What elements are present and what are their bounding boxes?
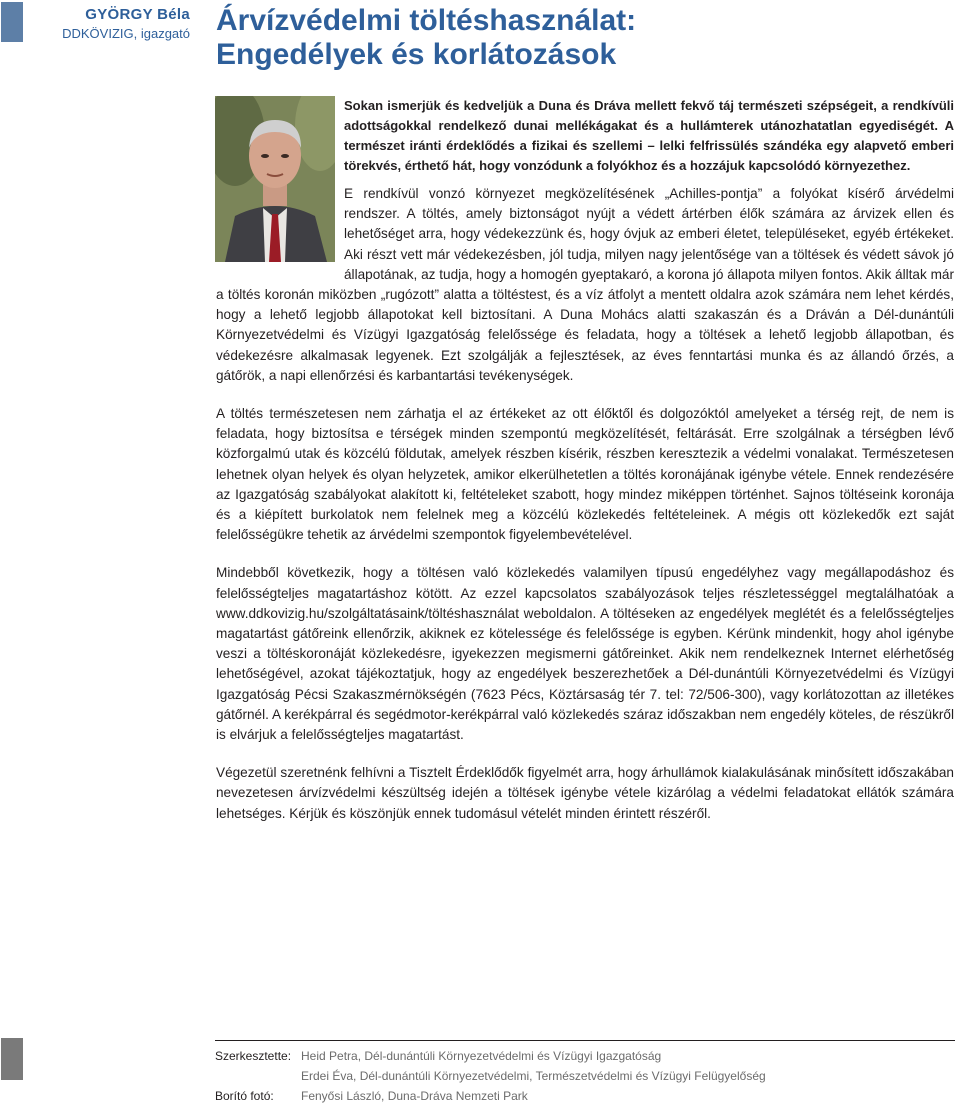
credit-row-editor	[215, 1046, 955, 1066]
article-title	[216, 4, 936, 72]
editor-name-2: Erdei Éva, Dél-dunántúli Környezetvédelmi, Természetvédelmi és Vízügyi Felügyelőség	[301, 1069, 766, 1083]
body-paragraph: A töltés természetesen nem zárhatja el az értékeket az ott élőktől és dolgozóktól amelyeket a térség rejt, de nem is feladata, hogy biztosítsa e térségek minden szempontú megközelítését, feltárását. Erre szolgálnak a térségben lévő közforgalmú utak és közcélú földutak, amelyek részben kísérik, részben keresztezik a védelmi vonalakat. Természetesen lehetnek olyan helyek és olyan helyzetek, amikor elkerülhetetlen a töltés koronájának igénybe vétele. Ennek rendezésére az Igazgatóság szabályokat alakított ki, feltételeket szabott, hogy mindez miképpen történhet. Sajnos töltéseink koronája és a kiépített burkolatok nem felelnek meg a közcélú közlekedés feltételeinek. A mégis ott közlekedők ezt saját felelősségükre tehetik az árvédelmi szempontok figyelembevételével.	[216, 406, 954, 543]
editor-label: Szerkesztette:	[215, 1049, 292, 1063]
corner-marker-top	[1, 2, 23, 42]
author-org: DDKÖVIZIG, igazgató	[62, 26, 190, 41]
author-name: GYÖRGY Béla	[85, 6, 190, 23]
article-body	[216, 96, 954, 842]
credit-row-editor-2	[215, 1066, 955, 1086]
credit-row-cover	[215, 1086, 955, 1106]
cover-photo-credit: Fenyősi László, Duna-Dráva Nemzeti Park	[301, 1089, 528, 1103]
cover-photo-label: Borító fotó:	[215, 1089, 274, 1103]
credits-block	[215, 1040, 955, 1106]
body-paragraph: Végezetül szeretnénk felhívni a Tisztelt Érdeklődők figyelmét arra, hogy árhullámok kialakulásának minősített időszakában nevezetesen árvízvédelmi készültség idején a töltések igénybe vétele kizárólag a védelmi feladatokat ellátók számára lehetséges. Kérjük és köszönjük ennek tudomásul vételét minden érintett részéről.	[216, 765, 954, 821]
photo-spacer	[216, 96, 344, 266]
author-block	[62, 6, 190, 41]
body-paragraph: E rendkívül vonzó környezet megközelítésének „Achilles-pontja” a folyókat kísérő árvédelmi rendszer. A töltés, amely biztonságot nyújt a védett ártérben élők számára az árvizek ellen és lehetőséget arra, hogy védekezzünk és, hogy óvjuk az emberi életet, településeket, egyéb értékeket. Aki részt vett már védekezésben, jól tudja, milyen nagy jelentősége van a töltések és védett sávok jó állapotának, az tudja, hogy a homogén gyeptakaró, a korona jó állapota milyen fontos. Akik álltak már a töltés koronán miközben „rugózott” alatta a töltéstest, és a víz átfolyt a mentett oldalra azok számára nem lehet kérdés, hogy a lehető legjobb állapotokat kell biztosítani. A Duna Mohács alatti szakaszán és a Dráván a Dél-dunántúli Környezetvédelmi és Vízügyi Igazgatóság felelőssége és feladata, hogy a töltések a lehető legjobb állapotban, és védekezésre alkalmasak legyenek. Ezt szolgálják a fejlesztések, az éves fenntartási munka és az állandó őrzés, a gátőrök, a napi ellenőrzési és karbantartási tevékenységek.	[216, 186, 954, 383]
credit-label-spacer	[215, 1066, 301, 1086]
lead-paragraph: Sokan ismerjük és kedveljük a Duna és Dráva mellett fekvő táj természeti szépségeit, a rendkívüli adottságokkal rendelkező dunai mellékágakat és a hullámterek utánozhatatlan egyediségét. A természet iránti érdeklődés a fizikai és szellemi – lelki felfrissülés szándéka egy alapvető emberi törekvés, érthető hát, hogy vonzódunk a folyókhoz és a hozzájuk kapcsolódó környezethez.	[344, 98, 954, 173]
corner-marker-bottom	[1, 1038, 23, 1080]
title-line-1: Árvízvédelmi töltéshasználat:	[216, 4, 637, 37]
editor-name-1: Heid Petra, Dél-dunántúli Környezetvédelmi és Vízügyi Igazgatóság	[301, 1049, 662, 1063]
body-paragraph: Mindebből következik, hogy a töltésen való közlekedés valamilyen típusú engedélyhez vagy megállapodáshoz és felelősségteljes magatartáshoz kötött. Az ezzel kapcsolatos szabályozások teljes részletességgel megtalálhatóak a www.ddkovizig.hu/szolgáltatásaink/töltéshasználat weboldalon. A töltéseken az engedélyek meglétét és a felelősségteljes magatartást gátőreink ellenőrzik, akiknek ez kötelessége és felelőssége is egyben. Kérünk mindenkit, hogy ahol igénybe veszi a töltéskoronáját közlekedésre, igyekezzen megismerni gátőreinket. Akik nem rendelkeznek Internet elérhetőség lehetőségével, azokat tájékoztatjuk, hogy az engedélyek beszerezhetőek a Dél-dunántúli Környezetvédelmi és Vízügyi Igazgatóság Pécsi Szakaszmérnökségén (7623 Pécs, Köztársaság tér 7. tel: 72/506-300), vagy korlátozottan az illetékes gátőrnél. A kerékpárral és segédmotor-kerékpárral való közlekedés száraz időszakban nem engedély köteles, de részükről is elvárjuk a felelősségteljes magatartást.	[216, 565, 954, 743]
title-line-2: Engedélyek és korlátozások	[216, 38, 617, 71]
